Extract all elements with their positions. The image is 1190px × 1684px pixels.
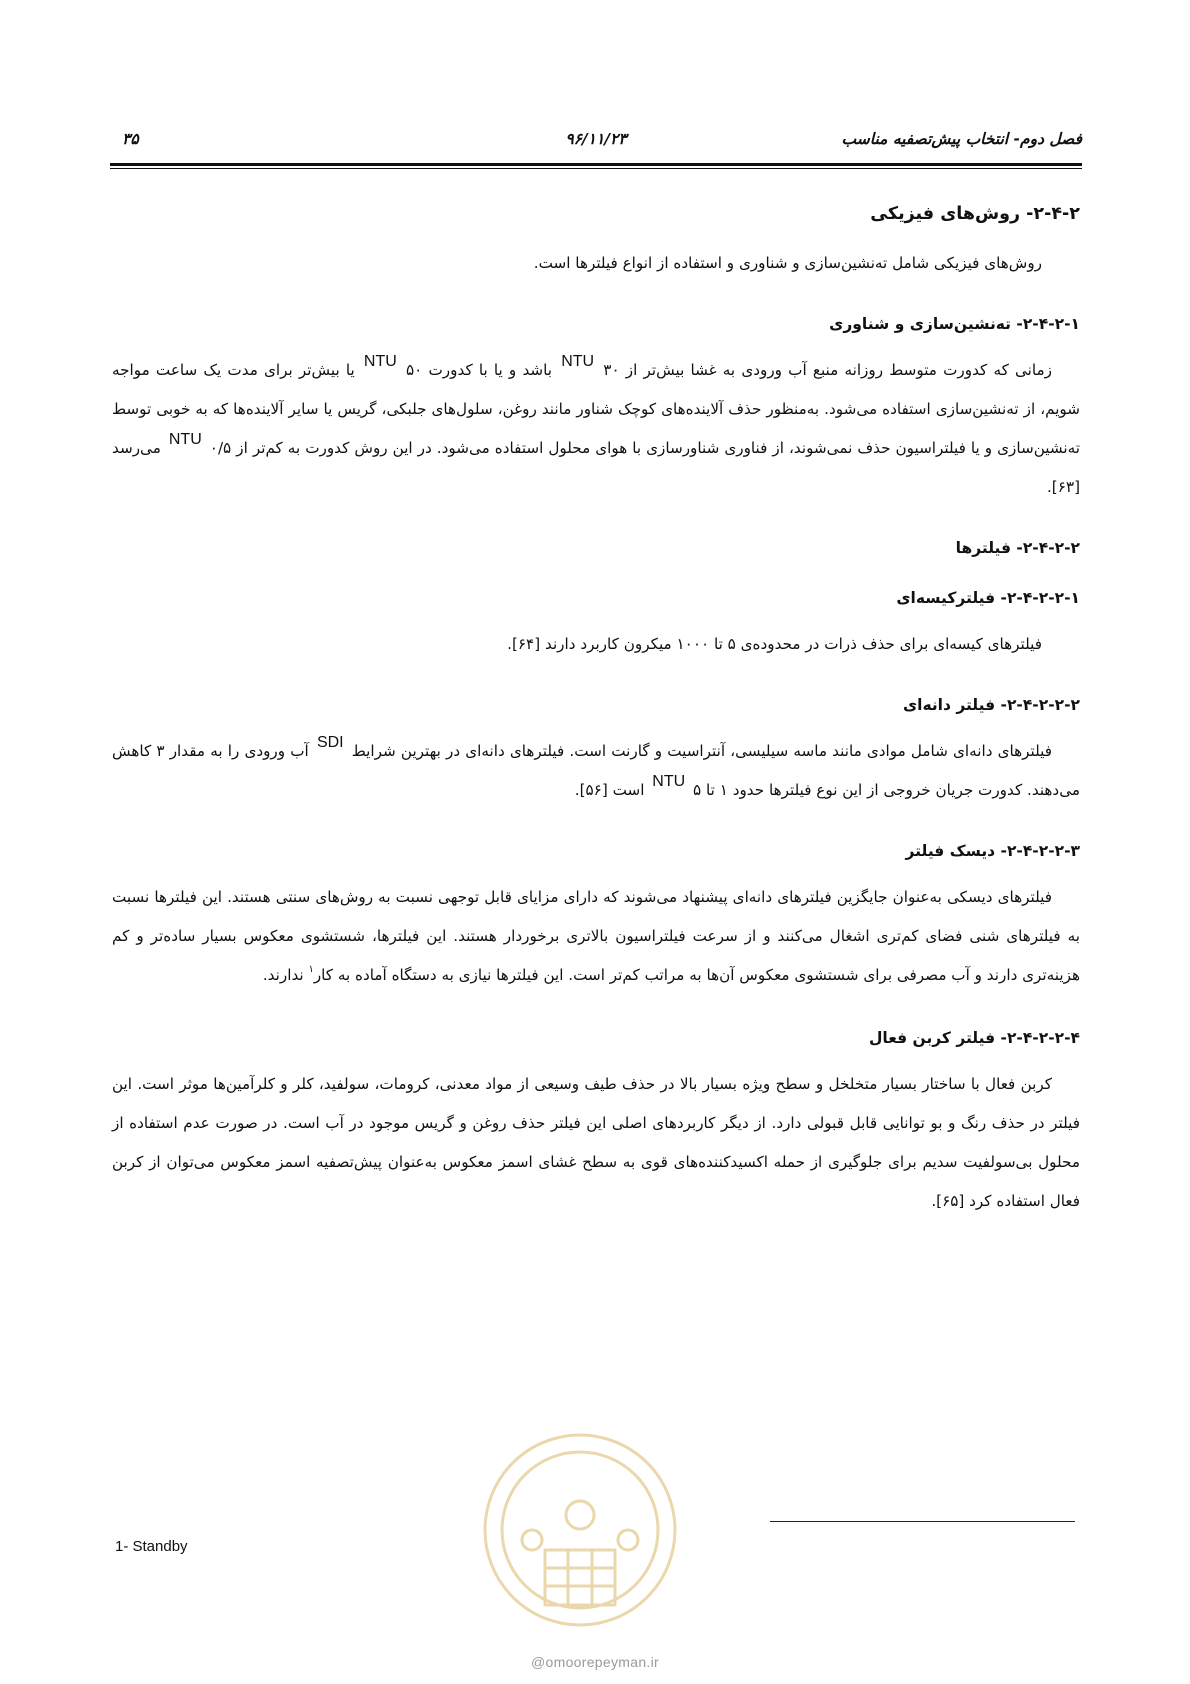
page-body — [112, 204, 1080, 1221]
section-heading-sedimentation: ۲-۴-۲-۱- ته‌نشین‌سازی و شناوری — [829, 315, 1080, 333]
paragraph-carbon-filter: کربن فعال با ساختار بسیار متخلخل و سطح ویژه بسیار بالا در حذف طیف وسیعی از مواد معدنی، کرومات، سولفید، کلر و کلرآمین‌ها موثر است. این فیلتر در حذف رنگ و بو توانایی قابل قبولی دارد. از دیگر کاربردهای اصلی این فیلتر حذف روغن و گریس موجود در آب است. در صورت عدم استفاده از محلول بی‌سولفیت سدیم برای جلوگیری از حمله اکسیدکننده‌های قوی به سطح غشای اسمز معکوس به‌عنوان پیش‌تصفیه اسمز معکوس می‌توان از کربن فعال استفاده کرد [۶۵]. — [112, 1075, 1080, 1210]
unit-label: NTU — [652, 773, 686, 790]
paragraph-sedimentation — [112, 351, 1080, 507]
section-heading-filters: ۲-۴-۲-۲- فیلترها — [955, 539, 1080, 557]
paragraph-bag-filter: فیلترهای کیسه‌ای برای حذف ذرات در محدوده‌ی ۵ تا ۱۰۰۰ میکرون کاربرد دارند [۶۴]. — [507, 635, 1042, 653]
section-heading-granular-filter: ۲-۴-۲-۲-۲- فیلتر دانه‌ای — [902, 696, 1080, 714]
unit-label: SDI — [316, 734, 344, 751]
section-heading-bag-filter: ۲-۴-۲-۲-۱- فیلترکیسه‌ای — [896, 589, 1080, 607]
text-run: فیلترهای دانه‌ای شامل موادی مانند ماسه سیلیسی، آنتراسیت و گارنت است. فیلترهای دانه‌ای در بهترین شرایط — [351, 742, 1053, 760]
paragraph-disc-filter — [112, 878, 1080, 997]
paragraph-physical: روش‌های فیزیکی شامل ته‌نشین‌سازی و شناوری و استفاده از انواع فیلترها است. — [533, 254, 1042, 272]
text-run: باشد و یا با کدورت ۵۰ — [406, 361, 553, 379]
text-run: زمانی که کدورت متوسط روزانه منبع آب ورودی به غشا بیش‌تر از ۳۰ — [603, 361, 1053, 379]
section-heading-disc-filter: ۲-۴-۲-۲-۳- دیسک فیلتر — [905, 842, 1080, 860]
watermark-seal-icon — [470, 1400, 690, 1650]
text-run: آب ورودی را به مقدار ۳ کاهش می‌دهند. کدورت جریان خروجی از این نوع فیلترها حدود ۱ تا ۵ — [112, 742, 1080, 799]
text-run: ندارند. — [262, 966, 304, 984]
text-run: می‌رسد [۶۳]. — [112, 439, 1080, 496]
unit-label: NTU — [561, 353, 595, 370]
footnote-reference: ۱ — [308, 964, 314, 975]
section-heading-physical: ۲-۴-۲- روش‌های فیزیکی — [870, 204, 1080, 224]
header-date: ۹۶/۱۱/۲۳ — [565, 130, 627, 148]
unit-label: NTU — [168, 431, 202, 448]
watermark-url: @omoorepeyman.ir — [531, 1654, 659, 1670]
header-rule-thin — [110, 168, 1082, 169]
text-run: است [۵۶]. — [574, 781, 645, 799]
text-run: یا بیش‌تر برای مدت یک ساعت مواجه شویم، از ته‌نشین‌سازی استفاده می‌شود. به‌منظور حذف آلاینده‌های کوچک شناور مانند روغن، سلول‌های جلبکی، گریس یا سایر آلاینده‌ها که به خوبی توسط ته‌نشین‌سازی و یا فیلتراسیون حذف نمی‌شوند، از فناوری شناورسازی با هوای محلول استفاده می‌شود. در این روش کدورت به کم‌تر از ۰/۵ — [112, 361, 1080, 457]
page-header — [110, 130, 1082, 156]
footnote-divider — [770, 1521, 1075, 1522]
section-heading-carbon-filter: ۲-۴-۲-۲-۴- فیلتر کربن فعال — [868, 1029, 1080, 1047]
chapter-title: فصل دوم- انتخاب پیش‌تصفیه مناسب — [841, 130, 1082, 148]
unit-label: NTU — [363, 353, 397, 370]
page-number: ۳۵ — [122, 130, 139, 148]
text-run: فیلترهای دیسکی به‌عنوان جایگزین فیلترهای دانه‌ای پیشنهاد می‌شوند که دارای مزایای قابل توجهی نسبت به روش‌های سنتی هستند. این فیلترها نسبت به فیلترهای شنی فضای کم‌تری اشغال می‌کنند و از سرعت فیلتراسیون بالاتری برخوردار هستند. این فیلترها، شستشوی معکوس بسیار ساده‌تر و کم هزینه‌تری دارند و آب مصرفی برای شستشوی معکوس آن‌ها به مراتب کم‌تر است. این فیلترها نیازی به دستگاه آماده به کار — [112, 888, 1080, 984]
header-rule-thick — [110, 163, 1082, 166]
footnote: 1- Standby — [115, 1538, 188, 1555]
paragraph-granular-filter — [112, 732, 1080, 810]
